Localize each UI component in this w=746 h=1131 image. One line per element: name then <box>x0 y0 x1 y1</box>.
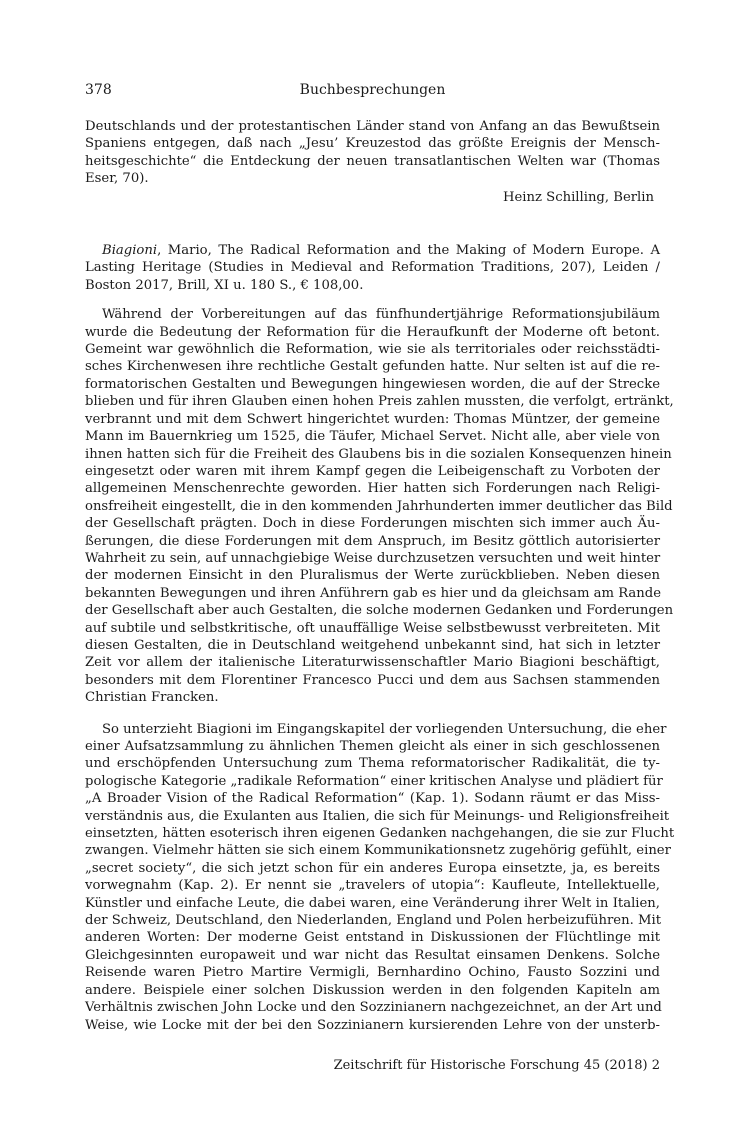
text-line: blieben und für ihren Glauben einen hohen Preis zahlen mussten, die verfolgt, ertränkt, <box>85 394 674 410</box>
text-line: ßerungen, die diese Forderungen mit dem Anspruch, im Besitz göttlich autorisierter <box>85 533 660 549</box>
text-line: besonders mit dem Florentiner Francesco Pucci und dem aus Sachsen stammenden <box>85 672 660 688</box>
review-paragraph-1 <box>85 306 674 706</box>
text-line: der Schweiz, Deutschland, den Niederlanden, England und Polen herbeizuführen. Mit <box>85 913 662 929</box>
text-line: Weise, wie Locke mit der bei den Sozzinianern kursierenden Lehre von der unsterb- <box>85 1017 660 1033</box>
text-line: einer Aufsatzsammlung zu ähnlichen Themen gleicht als einer in sich geschlossenen <box>85 739 660 754</box>
citation-title: , Mario, The Radical Reformation and the Making of Modern Europe. A <box>157 243 660 259</box>
text-line: bekannten Bewegungen und ihren Anführern gab es hier und da gleichsam am Rande <box>85 585 662 601</box>
text-line: Zeit vor allem der italienische Literaturwissenschaftler Mario Biagioni beschäftigt, <box>85 655 660 671</box>
text-line: Gemeint war gewöhnlich die Reformation, wie sie als territoriales oder reichsstädti- <box>85 342 660 358</box>
text-line: Deutschlands und der protestantischen Länder stand von Anfang an das Bewußtsein <box>85 119 660 134</box>
previous-review-ending <box>85 118 660 206</box>
page-header <box>85 82 660 104</box>
text-line: „A Broader Vision of the Radical Reformation“ (Kap. 1). Sodann räumt er das Miss- <box>85 791 660 807</box>
text-line: verständnis aus, die Exulanten aus Italien, die sich für Meinungs- und Religionsfreiheit <box>85 808 670 824</box>
text-line: allgemeinen Menschenrechte geworden. Hier hatten sich Forderungen nach Religi- <box>85 481 660 497</box>
text-line: anderen Worten: Der moderne Geist entstand in Diskussionen der Flüchtlinge mit <box>85 930 660 946</box>
page-number: 378 <box>85 82 112 98</box>
review-paragraph-2 <box>85 721 675 1034</box>
text-line: vorwegnahm (Kap. 2). Er nennt sie „travelers of utopia“: Kaufleute, Intellektuelle, <box>85 878 660 894</box>
reviewer-signature: Heinz Schilling, Berlin <box>503 189 654 205</box>
text-line: sches Kirchenwesen ihre rechtliche Gestalt gefunden hatte. Nur selten ist auf die re- <box>85 359 660 375</box>
text-line: einsetzten, hätten esoterisch ihren eigenen Gedanken nachgehangen, die sie zur Flucht <box>85 826 675 842</box>
text-line: Gleichgesinnten europaweit und war nicht das Resultat einsamen Denkens. Solche <box>85 947 660 963</box>
text-line: onsfreiheit eingestellt, die in den kommenden Jahrhunderten immer deutlicher das Bild <box>85 498 673 514</box>
citation-line: Lasting Heritage (Studies in Medieval and Reformation Traditions, 207), Leiden / <box>85 260 660 276</box>
citation-author: Biagioni <box>102 243 158 259</box>
running-title: Buchbesprechungen <box>299 82 446 98</box>
text-line: Mann im Bauernkrieg um 1525, die Täufer, Michael Servet. Nicht alle, aber viele von <box>85 429 660 445</box>
text-line: Künstler und einfache Leute, die dabei waren, eine Veränderung ihrer Welt in Italien, <box>85 895 660 911</box>
citation-line: Boston 2017, Brill, XI u. 180 S., € 108,00. <box>85 277 364 293</box>
text-line: der Gesellschaft prägten. Doch in diese Forderungen mischten sich immer auch Äu- <box>85 516 660 532</box>
text-line: Eser, 70). <box>85 171 149 187</box>
text-line: der Gesellschaft aber auch Gestalten, die solche modernen Gedanken und Forderungen <box>85 603 674 619</box>
text-line: Wahrheit zu sein, auf unnachgiebige Weise durchzusetzen versuchten und weit hinter <box>85 550 661 566</box>
text-line: verbrannt und mit dem Schwert hingerichtet wurden: Thomas Müntzer, der gemeine <box>85 411 660 427</box>
text-line: auf subtile und selbstkritische, oft unauffällige Weise selbstbewusst verbreiteten. Mit <box>85 620 660 636</box>
text-line: formatorischen Gestalten und Bewegungen hingewiesen worden, die auf der Strecke <box>85 376 660 392</box>
journal-footer: Zeitschrift für Historische Forschung 45 (2018) 2 <box>333 1058 660 1073</box>
text-line: eingesetzt oder waren mit ihrem Kampf gegen die Leibeigenschaft zu Vorboten der <box>85 463 660 479</box>
text-line: wurde die Bedeutung der Reformation für die Heraufkunft der Moderne oft betont. <box>85 324 660 340</box>
text-line: andere. Beispiele einer solchen Diskussion werden in den folgenden Kapiteln am <box>85 982 660 998</box>
text-line: und erschöpfenden Untersuchung zum Thema reformatorischer Radikalität, die ty- <box>85 756 660 772</box>
text-line: Verhältnis zwischen John Locke und den Sozzinianern nachgezeichnet, an der Art und <box>85 1000 662 1016</box>
text-line: Während der Vorbereitungen auf das fünfhundertjährige Reformationsjubiläum <box>102 307 660 323</box>
text-line: ihnen hatten sich für die Freiheit des Glaubens bis in die sozialen Konsequenzen hinein <box>85 446 672 462</box>
text-line: Christian Francken. <box>85 690 219 706</box>
citation-line <box>85 242 660 259</box>
text-line: Spaniens entgegen, daß nach „Jesu’ Kreuzestod das größte Ereignis der Mensch- <box>85 136 660 152</box>
text-line: diesen Gestalten, die in Deutschland weitgehend unbekannt sind, hat sich in letzter <box>85 637 660 653</box>
text-line: zwangen. Vielmehr hätten sie sich einem Kommunikationsnetz zugehörig gefühlt, einer <box>85 843 671 859</box>
book-citation <box>85 242 660 294</box>
text-line: heitsgeschichte“ die Entdeckung der neuen transatlantischen Welten war (Thomas <box>85 153 660 169</box>
page-body <box>85 118 675 1034</box>
text-line: Reisende waren Pietro Martire Vermigli, Bernhardino Ochino, Fausto Sozzini und <box>85 965 660 981</box>
text-line: „secret society“, die sich jetzt schon für ein anderes Europa einsetzte, ja, es bereits <box>85 860 660 876</box>
text-line: So unterzieht Biagioni im Eingangskapitel der vorliegenden Untersuchung, die eher <box>102 721 667 737</box>
text-line: der modernen Einsicht in den Pluralismus der Werte zurückblieben. Neben diesen <box>85 568 660 584</box>
text-line: pologische Kategorie „radikale Reformation“ einer kritischen Analyse und plädiert für <box>85 773 663 789</box>
